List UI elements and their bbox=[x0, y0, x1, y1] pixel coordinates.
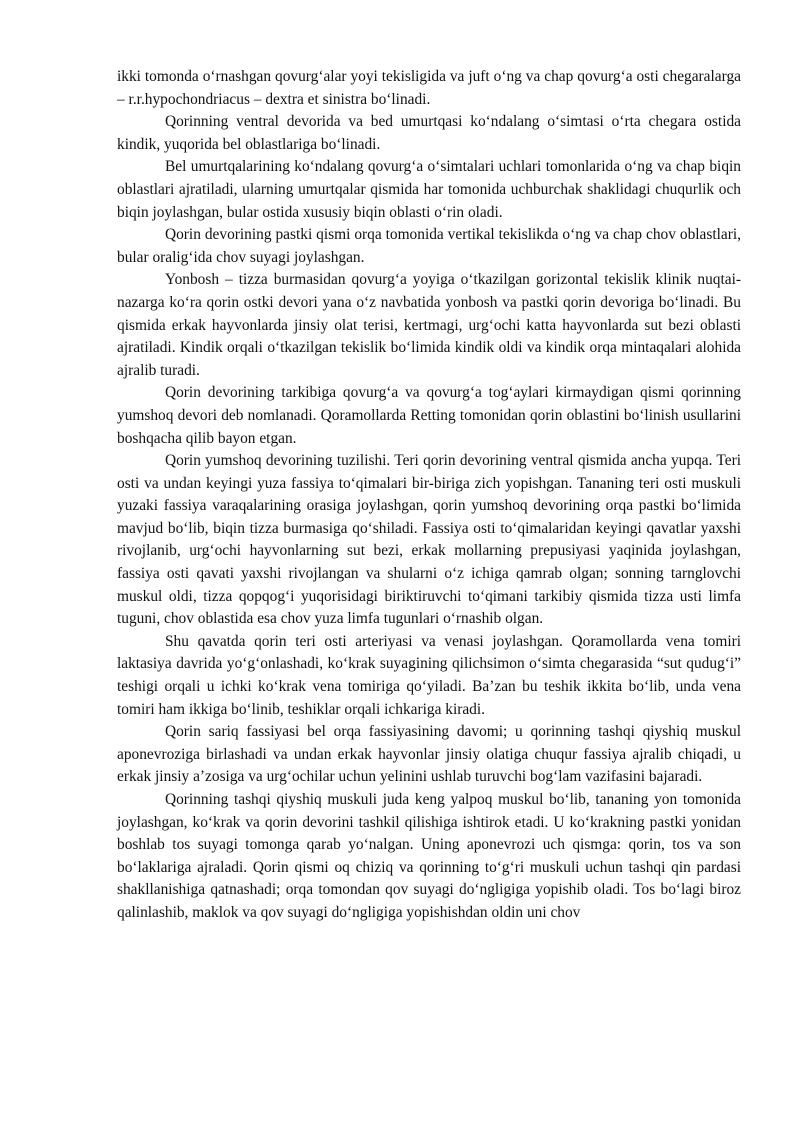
paragraph-10: Qorinning tashqi qiyshiq muskuli juda keng yalpoq muskul bo‘lib, tananing yon tomonida joylashgan, ko‘krak va qorin devorini tashkil qilishiga ishtirok etadi. U ko‘krakning pastki yonidan boshlab tos suyagi tomonga qarab yo‘nalgan. Uning aponevrozi uch qismga: qorin, tos va son bo‘laklariga ajraladi. Qorin qismi oq chiziq va qorinning to‘g‘ri muskuli uchun tashqi qin pardasi shakllanishiga qatnashadi; orqa tomondan qov suyagi do‘ngligiga yopishib oladi. Tos bo‘lagi biroz qalinlashib, maklok va qov suyagi do‘ngligiga yopishishdan oldin uni chov bbox=[117, 791, 741, 921]
paragraph-1: ikki tomonda o‘rnashgan qovurg‘alar yoyi tekisligida va juft o‘ng va chap qovurg‘a osti chegaralarga – r.r.hypochondriacus – dextra et sinistra bo‘linadi. bbox=[117, 68, 741, 108]
paragraph-9: Qorin sariq fassiyasi bel orqa fassiyasining davomi; u qorinning tashqi qiyshiq muskul aponevroziga birlashadi va undan erkak hayvonlar jinsiy olatiga chuqur fassiya ajralib chiqadi, u erkak jinsiy a’zosiga va urg‘ochilar uchun yelinini ushlab turuvchi bog‘lam vazifasini bajaradi. bbox=[117, 723, 741, 786]
paragraph-8: Shu qavatda qorin teri osti arteriyasi va venasi joylashgan. Qoramollarda vena tomiri laktasiya davrida yo‘g‘onlashadi, ko‘krak suyagining qilichsimon o‘simta chegarasida “sut qudug‘i” teshigi orqali u ichki ko‘krak vena tomiriga qo‘yiladi. Ba’zan bu teshik ikkita bo‘lib, unda vena tomiri ham ikkiga bo‘linib, teshiklar orqali ichkariga kiradi. bbox=[117, 632, 741, 718]
document-page bbox=[117, 66, 741, 925]
paragraph-4: Qorin devorining pastki qismi orqa tomonida vertikal tekislikda o‘ng va chap chov oblastlari, bular oralig‘ida chov suyagi joylashgan. bbox=[117, 226, 741, 266]
paragraph-3: Bel umurtqalarining ko‘ndalang qovurg‘a o‘simtalari uchlari tomonlarida o‘ng va chap biqin oblastlari ajratiladi, ularning umurtqalar qismida har tomonida uchburchak shaklidagi chuqurlik och biqin joylashgan, bular ostida xususiy biqin oblasti o‘rin oladi. bbox=[117, 158, 741, 221]
paragraph-6: Qorin devorining tarkibiga qovurg‘a va qovurg‘a tog‘aylari kirmaydigan qismi qorinning yumshoq devori deb nomlanadi. Qoramollarda Retting tomonidan qorin oblastini bo‘linish usullarini boshqacha qilib bayon etgan. bbox=[117, 384, 741, 447]
paragraph-2: Qorinning ventral devorida va bed umurtqasi ko‘ndalang o‘simtasi o‘rta chegara ostida kindik, yuqorida bel oblastlariga bo‘linadi. bbox=[117, 113, 741, 153]
paragraph-7: Qorin yumshoq devorining tuzilishi. Teri qorin devorining ventral qismida ancha yupqa. Teri osti va undan keyingi yuza fassiya to‘qimalari bir-biriga zich yopishgan. Tananing teri osti muskuli yuzaki fassiya varaqalarining orasiga joylashgan, qorin yumshoq devorining orqa pastki bo‘limida mavjud bo‘lib, biqin tizza burmasiga qo‘shiladi. Fassiya osti to‘qimalaridan keyingi qavatlar yaxshi rivojlanib, urg‘ochi hayvonlarning sut bezi, erkak mollarning prepusiyasi yaqinida joylashgan, fassiya osti qavati yaxshi rivojlangan va shularni o‘z ichiga qamrab olgan; sonning tarnglovchi muskul oldi, tizza qopqog‘i yuqorisidagi biriktiruvchi to‘qimani tarkibiy qismida tizza usti limfa tuguni, chov oblastida esa chov yuza limfa tugunlari o‘rnashib olgan. bbox=[117, 452, 741, 628]
paragraph-5: Yonbosh – tizza burmasidan qovurg‘a yoyiga o‘tkazilgan gorizontal tekislik klinik nuqtai-nazarga ko‘ra qorin ostki devori yana o‘z navbatida yonbosh va pastki qorin devoriga bo‘linadi. Bu qismida erkak hayvonlarda jinsiy olat terisi, kertmagi, urg‘ochi katta hayvonlarda sut bezi oblasti ajratiladi. Kindik orqali o‘tkazilgan tekislik bo‘limida kindik oldi va kindik orqa mintaqalari alohida ajralib turadi. bbox=[117, 271, 741, 379]
